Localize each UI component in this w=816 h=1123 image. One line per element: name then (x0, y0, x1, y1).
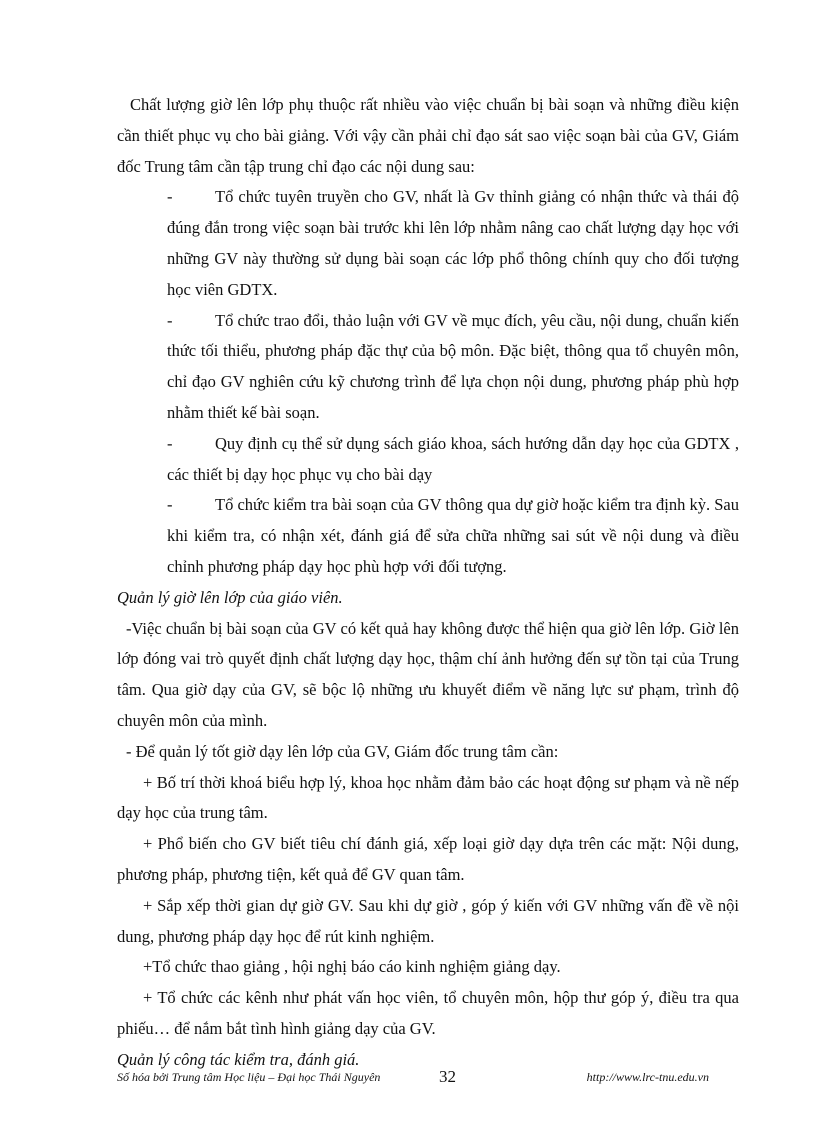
section-heading-class-management: Quản lý giờ lên lớp của giáo viên. (117, 587, 343, 607)
bullet-text: Tổ chức trao đổi, thảo luận với GV về mục đích, yêu cầu, nội dung, chuẩn kiến thức tối thiểu, phương pháp đặc thự của bộ môn. Đặc biệt, thông qua tổ chuyên môn, chỉ đạo GV nghiên cứu kỹ chương trình để lựa chọn nội dung, phương pháp phù hợp nhằm thiết kế bài soạn. (167, 310, 739, 422)
plus-item-1: + Bố trí thời khoá biểu hợp lý, khoa học nhằm đảm bảo các hoạt động sư phạm và nề nếp dạy học của trung tâm. (117, 772, 739, 823)
page-number: 32 (439, 1067, 456, 1086)
section-heading-assessment: Quản lý công tác kiểm tra, đánh giá. (117, 1049, 360, 1069)
bullet-item-3 (117, 429, 739, 491)
plus-item-3: + Sắp xếp thời gian dự giờ GV. Sau khi dự giờ , góp ý kiến với GV những vấn đề về nội dung, phương pháp dạy học để rút kinh nghiệm. (117, 895, 739, 946)
bullet-text: Quy định cụ thể sử dụng sách giáo khoa, sách hướng dẫn dạy học của GDTX , các thiết bị dạy học phục vụ cho bài dạy (167, 433, 739, 484)
plus-item-2: + Phổ biến cho GV biết tiêu chí đánh giá, xếp loại giờ dạy dựa trên các mặt: Nội dung, phương pháp, phương tiện, kết quả để GV quan tâm. (117, 834, 739, 884)
footer-url: http://www.lrc-tnu.edu.vn (586, 1070, 709, 1084)
bullet-item-1 (117, 182, 739, 305)
paragraph-preparation: -Việc chuẩn bị bài soạn của GV có kết quả hay không được thể hiện qua giờ lên lớp. Giờ lên lớp đóng vai trò quyết định chất lượng dạy học, thậm chí ảnh hưởng đến sự tồn tại của Trung tâm. Qua giờ dạy của GV, sẽ bộc lộ những ưu khuyết điểm về năng lực sư phạm, trình độ chuyên môn của mình. (117, 618, 739, 730)
plus-item-4: +Tổ chức thao giảng , hội nghị báo cáo kinh nghiệm giảng dạy. (143, 957, 561, 977)
bullet-item-2 (117, 306, 739, 429)
plus-item-5: + Tổ chức các kênh như phát vấn học viên, tổ chuyên môn, hộp thư góp ý, điều tra qua phiếu… để nắm bắt tình hình giảng dạy của GV. (117, 988, 739, 1038)
bullet-dash: - (167, 310, 173, 330)
bullet-dash: - (167, 433, 173, 453)
intro-paragraph: Chất lượng giờ lên lớp phụ thuộc rất nhiều vào việc chuẩn bị bài soạn và những điều kiện cần thiết phục vụ cho bài giảng. Với vậy cần phải chỉ đạo sát sao việc soạn bài của GV, Giám đốc Trung tâm cần tập trung chỉ đạo các nội dung sau: (117, 95, 739, 176)
bullet-dash: - (167, 187, 173, 207)
footer-digitized-by: Số hóa bởi Trung tâm Học liệu – Đại học Thái Nguyên (117, 1070, 381, 1084)
page-footer (117, 1067, 739, 1091)
bullet-item-4 (117, 490, 739, 582)
bullet-dash: - (167, 495, 173, 515)
page-body (117, 90, 739, 1076)
paragraph-director-tasks: - Để quản lý tốt giờ dạy lên lớp của GV, Giám đốc trung tâm cần: (126, 741, 559, 761)
bullet-text: Tổ chức tuyên truyền cho GV, nhất là Gv thỉnh giảng có nhận thức và thái độ đúng đắn trong việc soạn bài trước khi lên lớp nhằm nâng cao chất lượng dạy học với những GV này thường sử dụng bài soạn các lớp phổ thông chính quy cho đối tượng học viên GDTX. (167, 187, 739, 299)
bullet-text: Tổ chức kiểm tra bài soạn của GV thông qua dự giờ hoặc kiểm tra định kỳ. Sau khi kiểm tra, có nhận xét, đánh giá để sửa chữa những sai sút về nội dung và điều chỉnh phương pháp dạy học phù hợp với đối tượng. (167, 495, 739, 576)
